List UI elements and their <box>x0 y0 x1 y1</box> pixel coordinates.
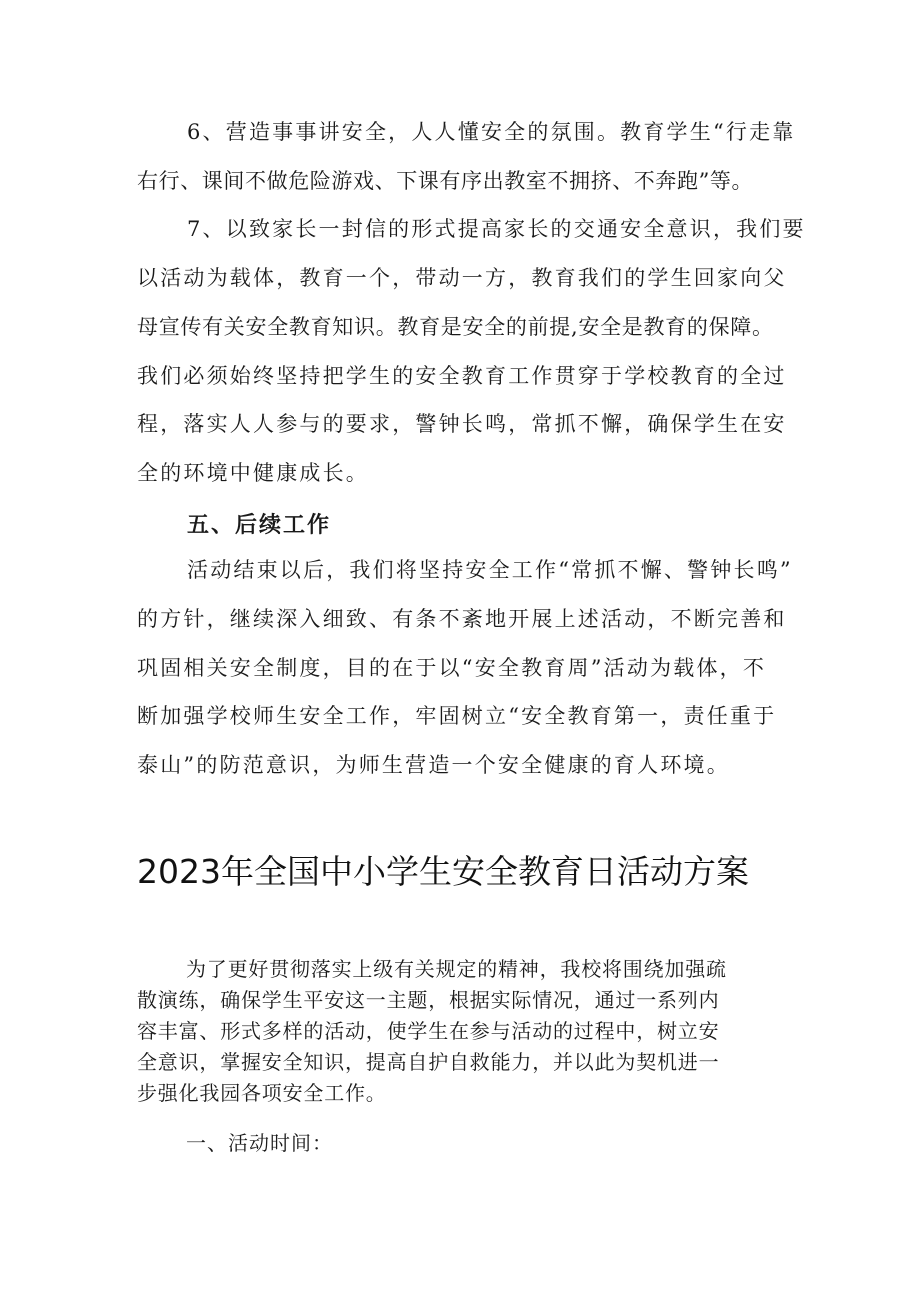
paragraph-6-line-1: 6、营造事事讲安全，人人懂安全的氛围。教育学生“行走靠 <box>187 120 796 144</box>
paragraph-7-line-2: 以活动为载体，教育一个，带动一方，教育我们的学生回家向父 <box>137 266 787 290</box>
paragraph-7-line-1: 7、以致家长一封信的形式提高家长的交通安全意识，我们要 <box>187 217 806 241</box>
paragraph-7-line-3: 母宣传有关安全教育知识。教育是安全的前提,安全是教育的保障。 <box>137 315 774 339</box>
followup-line-1: 活动结束以后，我们将坚持安全工作“常抓不懈、警钟长鸣” <box>187 558 793 582</box>
paragraph-6-line-2: 右行、课间不做危险游戏、下课有序出教室不拥挤、不奔跑”等。 <box>137 169 754 193</box>
paragraph-7-line-4: 我们必须始终坚持把学生的安全教育工作贯穿于学校教育的全过 <box>137 364 787 388</box>
subheading-activity-time: 一、活动时间： <box>186 1131 333 1155</box>
intro-line-4: 全意识，掌握安全知识，提高自护自救能力，并以此为契机进一 <box>137 1050 720 1074</box>
paragraph-7-line-6: 全的环境中健康成长。 <box>137 461 369 485</box>
followup-line-4: 断加强学校师生安全工作，牢固树立“安全教育第一，责任重于 <box>137 704 777 728</box>
followup-line-5: 泰山”的防范意识，为师生营造一个安全健康的育人环境。 <box>137 753 730 777</box>
intro-line-5: 步强化我园各项安全工作。 <box>137 1081 387 1105</box>
followup-line-3: 巩固相关安全制度，目的在于以“安全教育周”活动为载体，不 <box>137 656 767 680</box>
intro-line-3: 容丰富、形式多样的活动，使学生在参与活动的过程中，树立安 <box>137 1019 720 1043</box>
section-heading-followup: 五、后续工作 <box>187 513 332 538</box>
document-title: 2023年全国中小学生安全教育日活动方案 <box>137 852 749 891</box>
paragraph-7-line-5: 程，落实人人参与的要求，警钟长鸣，常抓不懈，确保学生在安 <box>137 412 787 436</box>
intro-line-2: 散演练，确保学生平安这一主题，根据实际情况，通过一系列内 <box>137 988 720 1012</box>
followup-line-2: 的方针，继续深入细致、有条不紊地开展上述活动，不断完善和 <box>137 607 787 631</box>
intro-line-1: 为了更好贯彻落实上级有关规定的精神，我校将围绕加强疏 <box>186 957 727 981</box>
